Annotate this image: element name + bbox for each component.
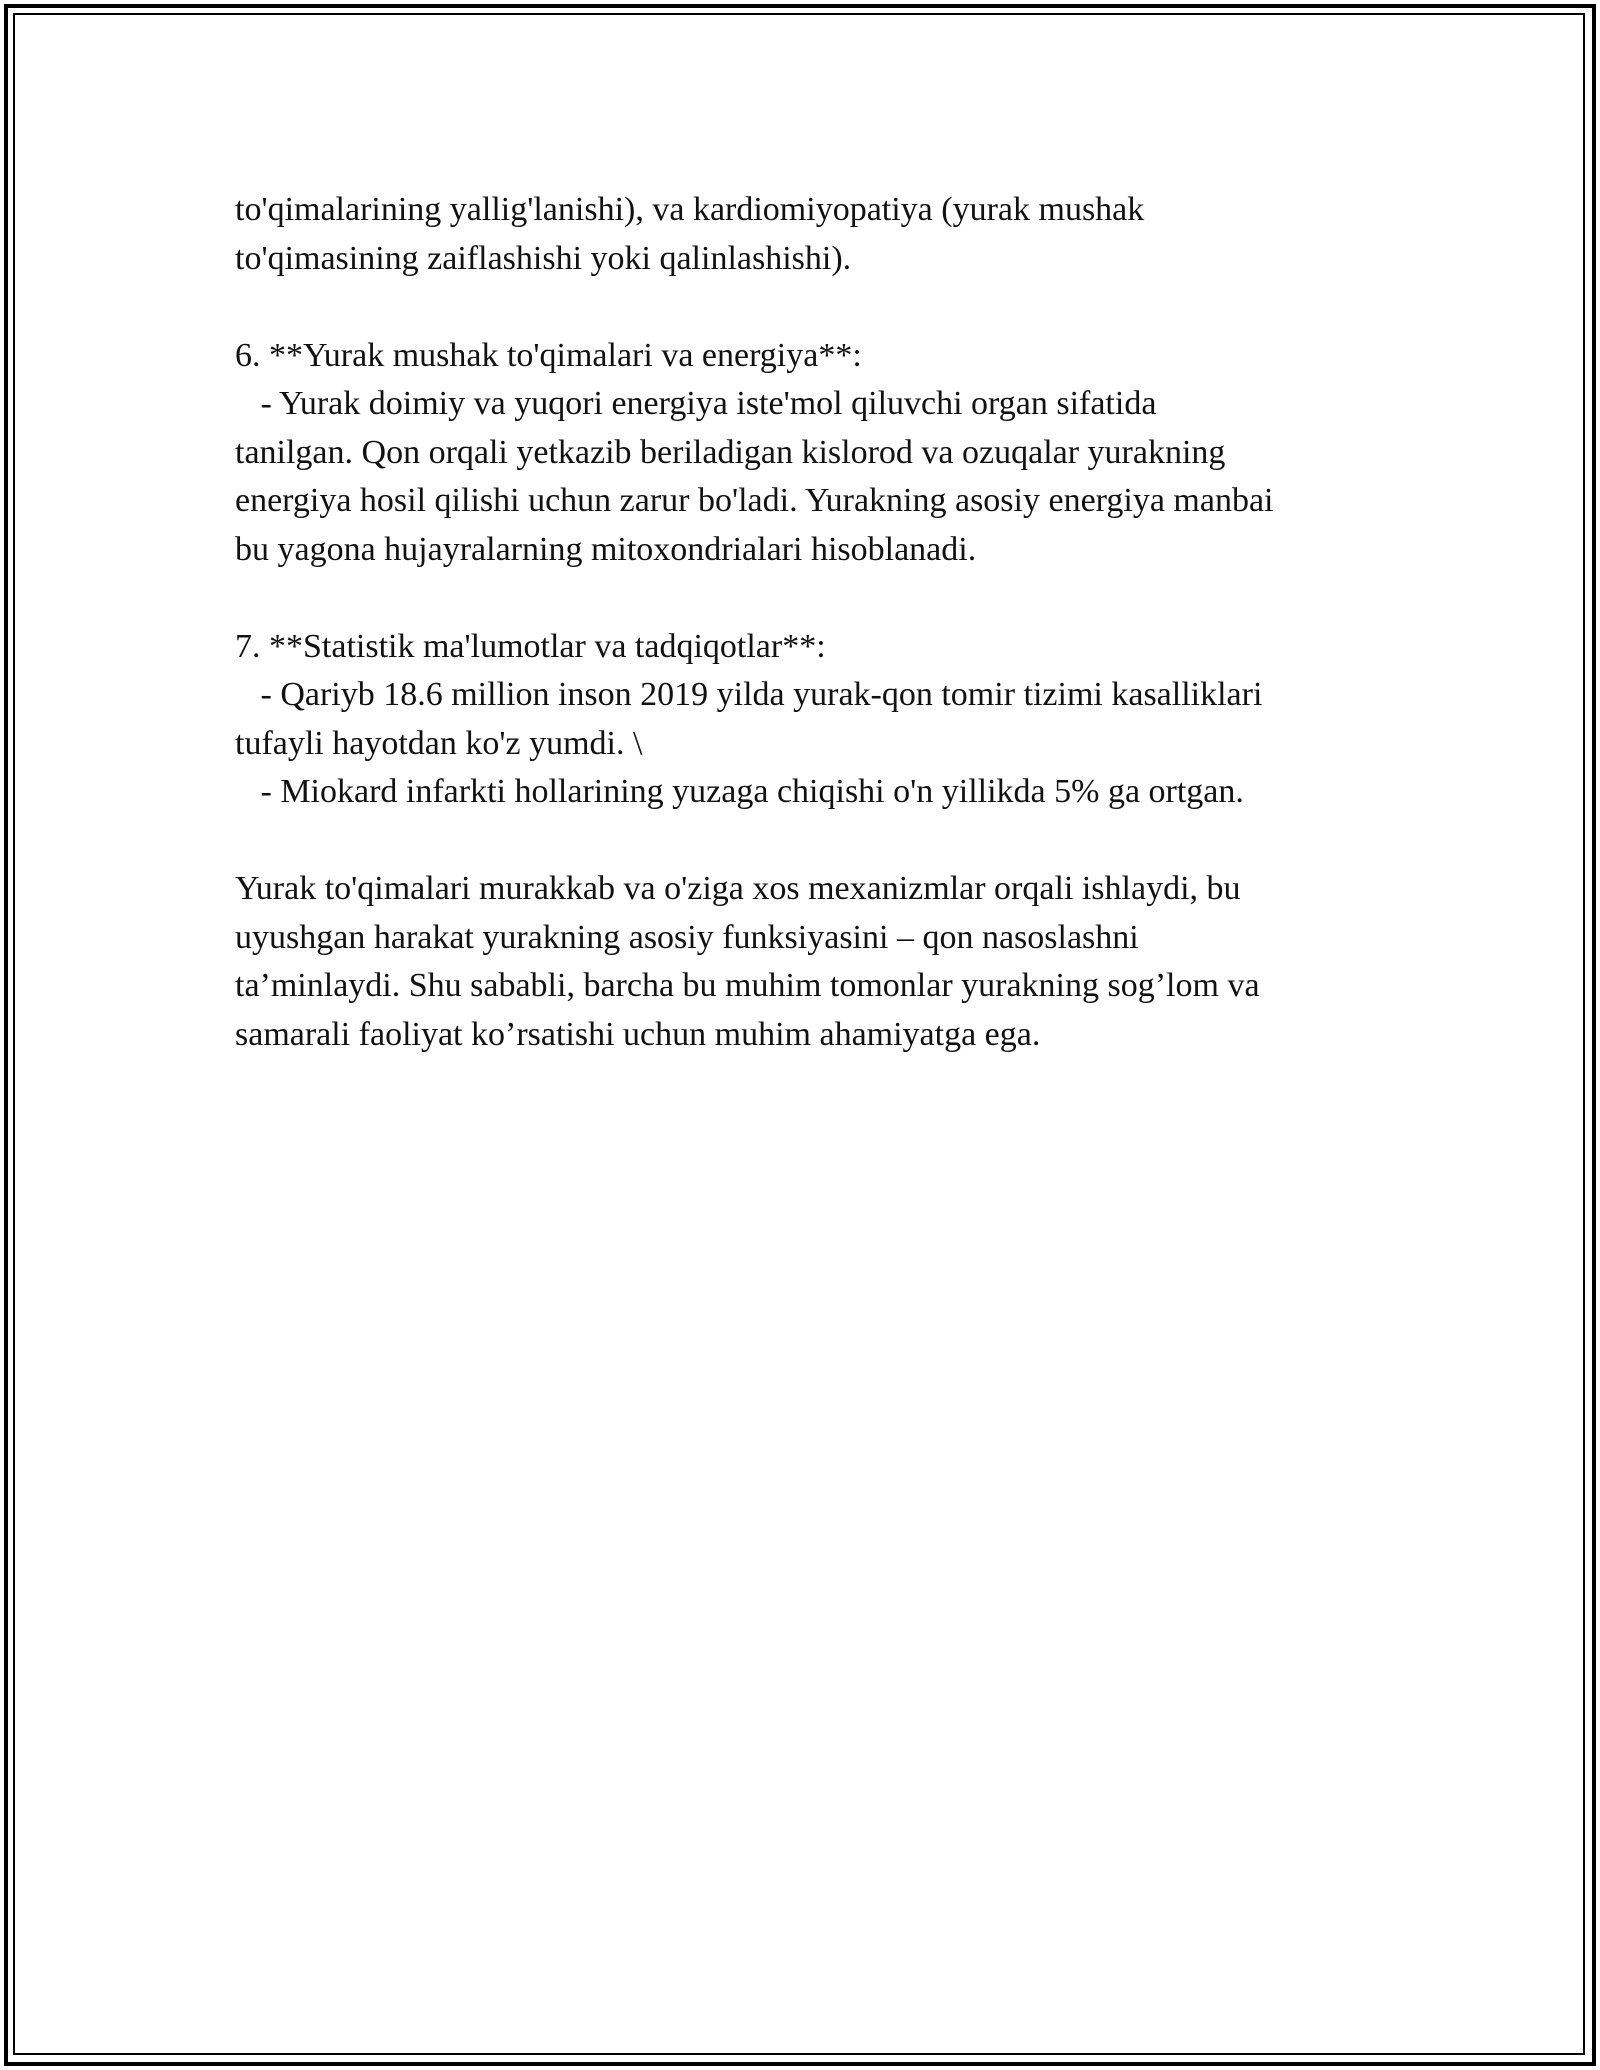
- text-line: bu yagona hujayralarning mitoxondrialari hisoblanadi.: [235, 530, 977, 568]
- text-line: Yurak to'qimalari murakkab va o'ziga xos mexanizmlar orqali ishlaydi, bu: [235, 870, 1241, 907]
- text-line: uyushgan harakat yurakning asosiy funksiyasini – qon nasoslashni: [235, 918, 1139, 956]
- paragraph-spacer: [235, 574, 1415, 623]
- section-6: [235, 332, 1415, 575]
- text-line: ta’minlaydi. Shu sababli, barcha bu muhim tomonlar yurakning sog’lom va: [235, 967, 1260, 1004]
- paragraph-spacer: [235, 817, 1415, 866]
- text-line: - Yurak doimiy va yuqori energiya iste'mol qiluvchi organ sifatida: [235, 385, 1157, 422]
- text-line: to'qimasining zaiflashishi yoki qalinlashishi).: [235, 239, 852, 277]
- paragraph-continuation: [235, 186, 1415, 283]
- section-heading: 7. **Statistik ma'lumotlar va tadqiqotlar**:: [235, 627, 826, 665]
- section-7: [235, 623, 1415, 817]
- text-line: samarali faoliyat ko’rsatishi uchun muhim ahamiyatga ega.: [235, 1015, 1041, 1053]
- text-line: to'qimalarining yallig'lanishi), va kardiomiyopatiya (yurak mushak: [235, 191, 1145, 228]
- text-line: - Qariyb 18.6 million inson 2019 yilda yurak-qon tomir tizimi kasalliklari: [235, 676, 1263, 713]
- text-line: tufayli hayotdan ko'z yumdi. \: [235, 724, 643, 762]
- paragraph-spacer: [235, 283, 1415, 332]
- section-heading: 6. **Yurak mushak to'qimalari va energiya**:: [235, 336, 862, 374]
- text-line: - Miokard infarkti hollarining yuzaga chiqishi o'n yillikda 5% ga ortgan.: [235, 773, 1244, 810]
- text-line: tanilgan. Qon orqali yetkazib beriladigan kislorod va ozuqalar yurakning: [235, 433, 1226, 471]
- document-body: [235, 186, 1415, 1059]
- text-line: energiya hosil qilishi uchun zarur bo'ladi. Yurakning asosiy energiya manbai: [235, 482, 1274, 519]
- conclusion-paragraph: [235, 865, 1415, 1059]
